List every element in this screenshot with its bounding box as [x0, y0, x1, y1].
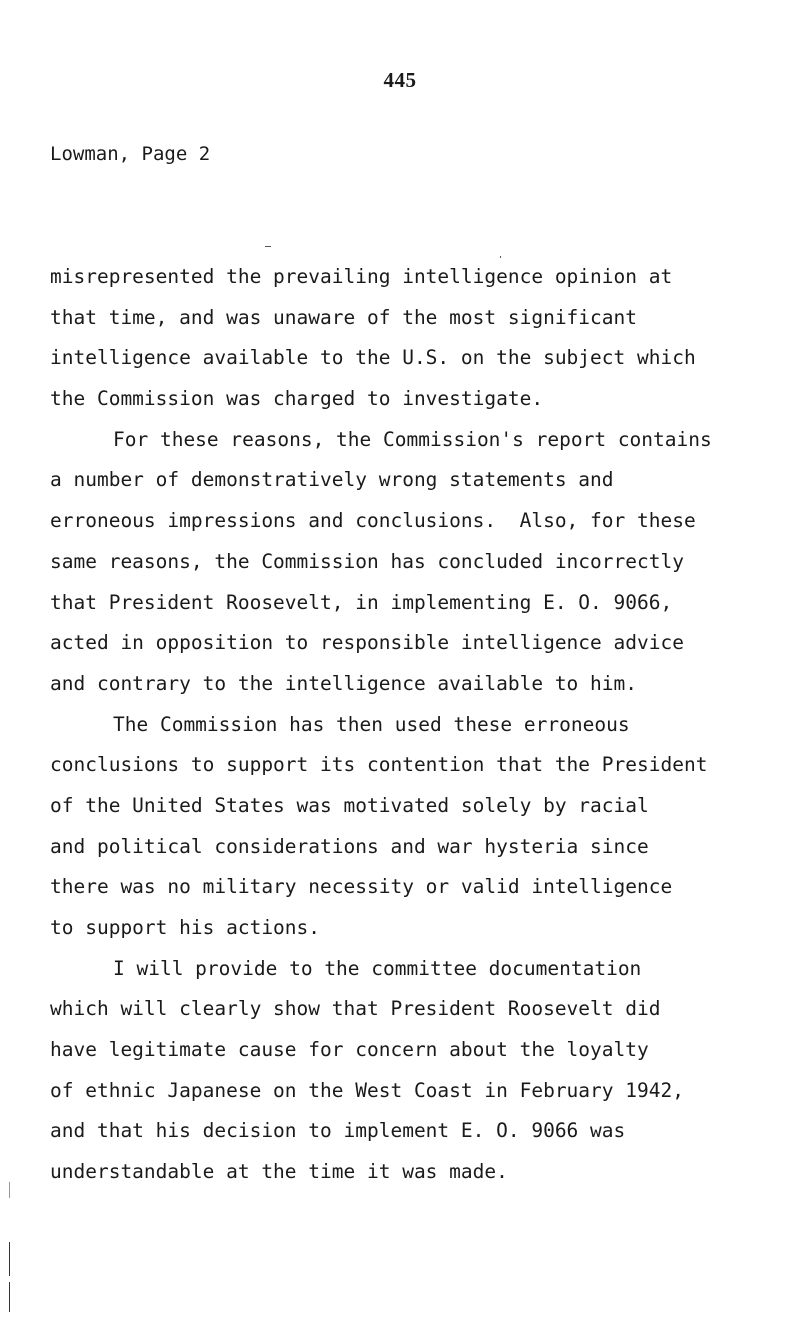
- text-line: For these reasons, the Commission's report contains: [113, 427, 712, 451]
- text-line: same reasons, the Commission has concluded incorrectly: [50, 549, 684, 573]
- scan-speck: [500, 256, 501, 258]
- text-line: misrepresented the prevailing intelligence opinion at: [50, 265, 673, 288]
- text-line: erroneous impressions and conclusions. Also, for these: [50, 509, 696, 533]
- page-number: 445: [383, 68, 417, 92]
- text-line: there was no military necessity or valid intelligence: [50, 875, 673, 899]
- scan-speck: [265, 246, 271, 247]
- text-line: and contrary to the intelligence available to him.: [50, 671, 637, 695]
- margin-scan-line: [9, 1182, 10, 1198]
- text-line: understandable at the time it was made.: [50, 1160, 508, 1184]
- text-line: I will provide to the committee documentation: [113, 956, 642, 980]
- margin-scan-line: [9, 1242, 10, 1276]
- text-line: The Commission has then used these erroneous: [113, 712, 630, 736]
- text-line: that time, and was unaware of the most significant: [50, 305, 637, 329]
- text-line: a number of demonstratively wrong statements and: [50, 468, 614, 492]
- text-line: which will clearly show that President Roosevelt did: [50, 997, 661, 1021]
- text-line: and that his decision to implement E. O. 9066 was: [50, 1119, 626, 1143]
- text-line: to support his actions.: [50, 916, 321, 939]
- document-body: [50, 263, 770, 1199]
- margin-scan-line: [9, 1282, 10, 1312]
- text-line: of ethnic Japanese on the West Coast in February 1942,: [50, 1078, 684, 1102]
- text-line: intelligence available to the U.S. on the subject which: [50, 346, 696, 370]
- page-header: Lowman, Page 2: [50, 143, 211, 165]
- text-line: have legitimate cause for concern about the loyalty: [50, 1038, 649, 1062]
- text-line: that President Roosevelt, in implementing E. O. 9066,: [50, 590, 673, 614]
- text-line: the Commission was charged to investigate.: [50, 387, 544, 411]
- text-line: conclusions to support its contention that the President: [50, 753, 708, 777]
- text-line: acted in opposition to responsible intelligence advice: [50, 631, 684, 655]
- text-line: and political considerations and war hysteria since: [50, 834, 649, 858]
- text-line: of the United States was motivated solely by racial: [50, 793, 649, 817]
